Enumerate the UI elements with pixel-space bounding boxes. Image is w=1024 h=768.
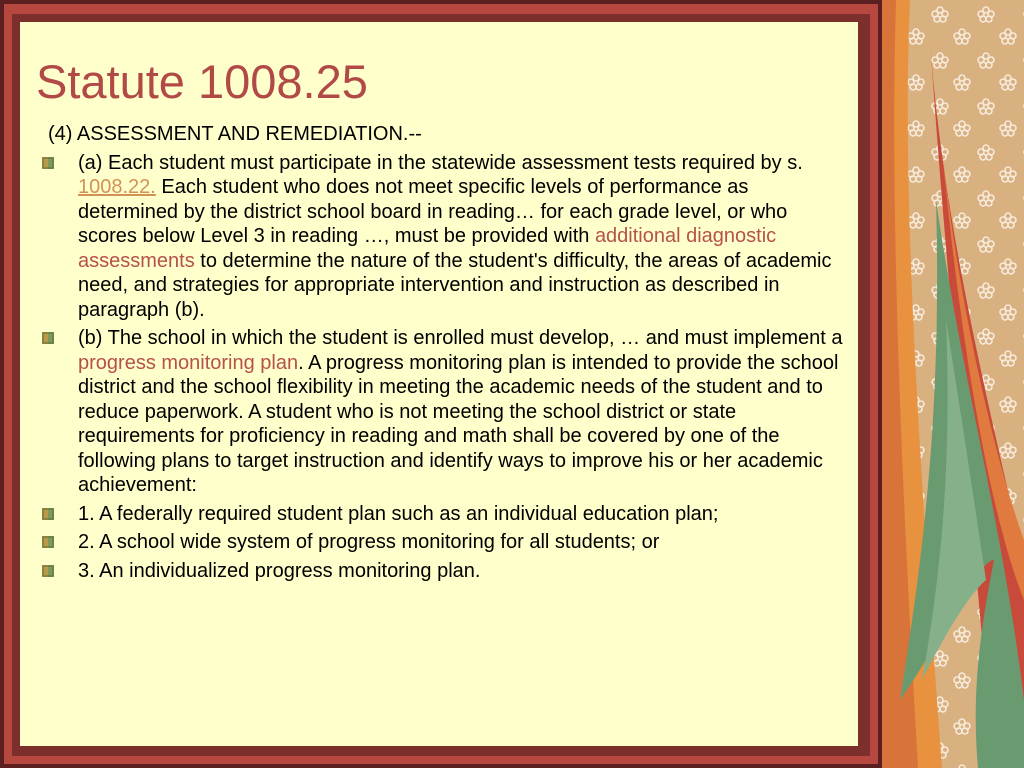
- paragraph-text: 2. A school wide system of progress monitoring for all students; or: [78, 531, 660, 553]
- square-bullet-icon: [42, 157, 54, 169]
- paragraph-text: 3. An individualized progress monitoring plan.: [78, 559, 481, 582]
- highlighted-term: progress monitoring plan: [78, 351, 299, 374]
- section-heading: (4) ASSESSMENT AND REMEDIATION.--: [48, 123, 422, 145]
- paragraph-text: (b) The school in which the student is enrolled must develop, … and must implement a: [78, 327, 843, 349]
- list-item: [40, 530, 850, 555]
- paragraph-text: (a) Each student must participate in the statewide assessment tests required by s.: [78, 151, 803, 174]
- square-bullet-icon: [42, 536, 54, 548]
- list-item: [40, 326, 850, 498]
- square-bullet-icon: [42, 508, 54, 520]
- floral-pattern-icon: [882, 0, 1024, 768]
- paragraph-text: 1. A federally required student plan such as an individual education plan;: [78, 502, 719, 525]
- slide-body: [40, 122, 850, 583]
- paragraph-text: to determine the nature of the student's difficulty, the areas of academic need, and strategies for appropriate intervention and instruction as described in paragraph (b).: [78, 249, 832, 321]
- statute-link[interactable]: 1008.22.: [78, 176, 156, 198]
- square-bullet-icon: [42, 565, 54, 577]
- square-bullet-icon: [42, 332, 54, 344]
- page-title: Statute 1008.25: [36, 55, 368, 108]
- list-item: [40, 151, 850, 323]
- paragraph-text: Each student who does not meet specific levels of performance as determined by the district school board in reading… for each grade level, or who scores below Level 3 in reading …, must be provided with: [78, 176, 788, 247]
- list-item: [40, 559, 850, 584]
- highlighted-term: additional diagnostic assessments: [78, 225, 777, 272]
- paragraph-text: . A progress monitoring plan is intended to provide the school district and the school flexibility in meeting the academic needs of the student and to reduce paperwork. A student who is not meeting the school district or state requirements for proficiency in reading and math shall be covered by one of the following plans to target instruction and identify ways to improve his or her academic achievement:: [78, 351, 839, 496]
- list-item: [40, 502, 850, 527]
